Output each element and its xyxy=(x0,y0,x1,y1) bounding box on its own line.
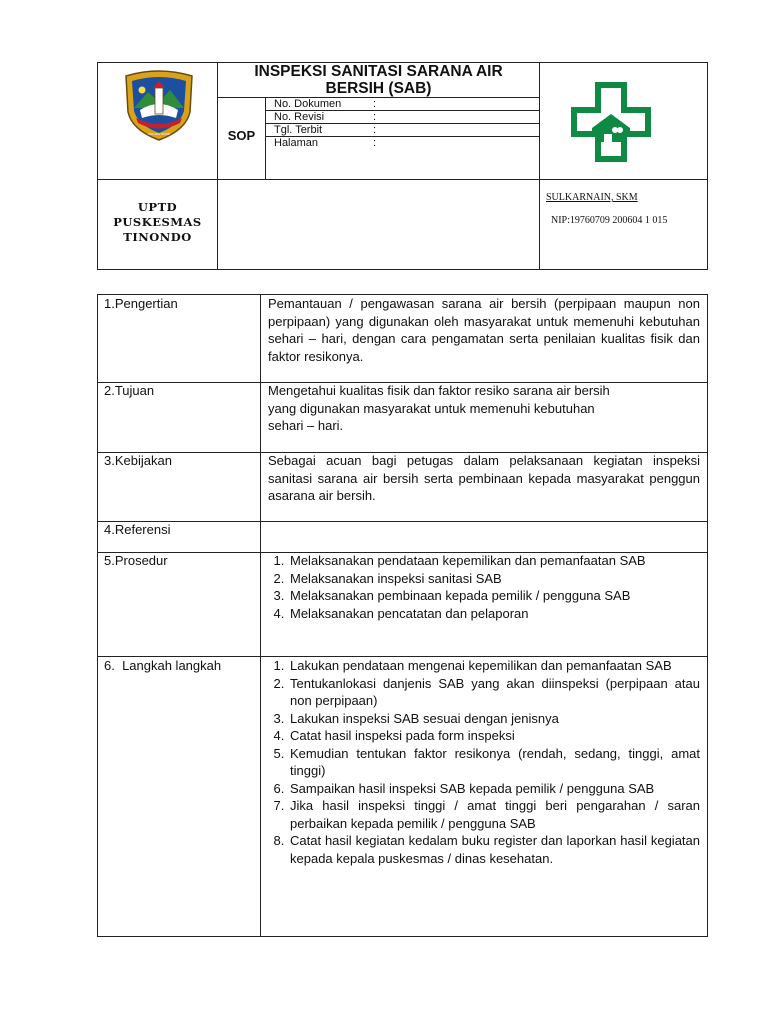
list-item: 7. Jika hasil inspeksi tinggi / amat tinggi beri pengarahan / saran perbaikan kepada pemilik / pengguna SAB xyxy=(288,797,700,832)
meta-no-revisi xyxy=(274,111,324,124)
emblem-caption: KOLAKA TIMUR xyxy=(147,132,171,136)
list-item: 6. Sampaikan hasil inspeksi SAB kepada pemilik / pengguna SAB xyxy=(288,780,700,798)
meta-halaman xyxy=(274,137,318,150)
org-line: UPTD xyxy=(137,200,178,214)
tujuan-line: sehari – hari. xyxy=(268,418,344,433)
meta-no-dokumen xyxy=(274,98,341,111)
sop-label: SOP xyxy=(227,128,256,143)
meta-label: No. Dokumen xyxy=(274,98,342,110)
label-pengertian: 1.Pengertian xyxy=(104,296,178,311)
meta-sep: : xyxy=(373,137,377,149)
tujuan-line: yang digunakan masyarakat untuk memenuhi kebutuhan xyxy=(268,400,595,416)
meta-label: Tgl. Terbit xyxy=(274,124,323,136)
list-langkah xyxy=(268,657,700,867)
label-langkah: 6. Langkah langkah xyxy=(104,658,222,673)
text-kebijakan: Sebagai acuan bagi petugas dalam pelaksanaan kegiatan inspeksi sanitasi sarana air bersih serta pembinaan kepada masyarakat penggun asarana air bersih. xyxy=(268,453,700,503)
list-item: 2. Tentukanlokasi danjenis SAB yang akan diinspeksi (perpipaan atau non perpipaan) xyxy=(288,675,700,710)
list-item: 4. Catat hasil inspeksi pada form inspeksi xyxy=(288,727,700,745)
meta-sep: : xyxy=(373,111,377,123)
label-prosedur: 5.Prosedur xyxy=(104,553,168,568)
org-line: PUSKESMAS xyxy=(113,215,202,229)
list-item: 4. Melaksanakan pencatatan dan pelaporan xyxy=(288,605,700,623)
meta-label: No. Revisi xyxy=(274,111,325,123)
list-item: 1. Melaksanakan pendataan kepemilikan dan pemanfaatan SAB xyxy=(288,552,700,570)
list-item: 1. Lakukan pendataan mengenai kepemilikan dan pemanfaatan SAB xyxy=(288,657,700,675)
signer-name: SULKARNAIN, SKM xyxy=(546,192,638,203)
list-item: 3. Melaksanakan pembinaan kepada pemilik / pengguna SAB xyxy=(288,587,700,605)
org-line: TINONDO xyxy=(123,230,192,244)
label-kebijakan: 3.Kebijakan xyxy=(104,453,172,468)
organization-name xyxy=(98,200,217,245)
list-prosedur xyxy=(268,552,700,622)
text-tujuan xyxy=(268,382,700,435)
label-referensi: 4.Referensi xyxy=(104,522,171,537)
list-item: 8. Catat hasil kegiatan kedalam buku register dan laporkan hasil kegiatan kepada kepala puskesmas / dinas kesehatan. xyxy=(288,832,700,867)
puskesmas-logo xyxy=(568,82,656,162)
signer-nip: NIP:19760709 200604 1 015 xyxy=(551,215,668,226)
document-title-line2: BERSIH (SAB) xyxy=(325,80,432,97)
list-item: 2. Melaksanakan inspeksi sanitasi SAB xyxy=(288,570,700,588)
list-item: 3. Lakukan inspeksi SAB sesuai dengan jenisnya xyxy=(288,710,700,728)
document-title xyxy=(218,63,539,97)
meta-label: Halaman xyxy=(274,137,319,149)
document-title-line1: INSPEKSI SANITASI SARANA AIR xyxy=(254,63,503,80)
text-pengertian: Pemantauan / pengawasan sarana air bersih (perpipaan maupun non perpipaan) yang digunakan oleh masyarakat untuk memenuhi kebutuhan sehari – hari, dengan cara pengamatan serta penilaian kualitas fisik dan faktor resikonya. xyxy=(268,296,700,364)
tujuan-line: Mengetahui kualitas fisik dan faktor resiko sarana air bersih xyxy=(268,383,610,398)
regional-emblem-logo xyxy=(120,68,198,142)
label-tujuan: 2.Tujuan xyxy=(104,383,155,398)
meta-tgl-terbit xyxy=(274,124,322,137)
list-item: 5. Kemudian tentukan faktor resikonya (rendah, sedang, tinggi, amat tinggi) xyxy=(288,745,700,780)
meta-sep: : xyxy=(373,124,377,136)
meta-sep: : xyxy=(373,98,377,110)
